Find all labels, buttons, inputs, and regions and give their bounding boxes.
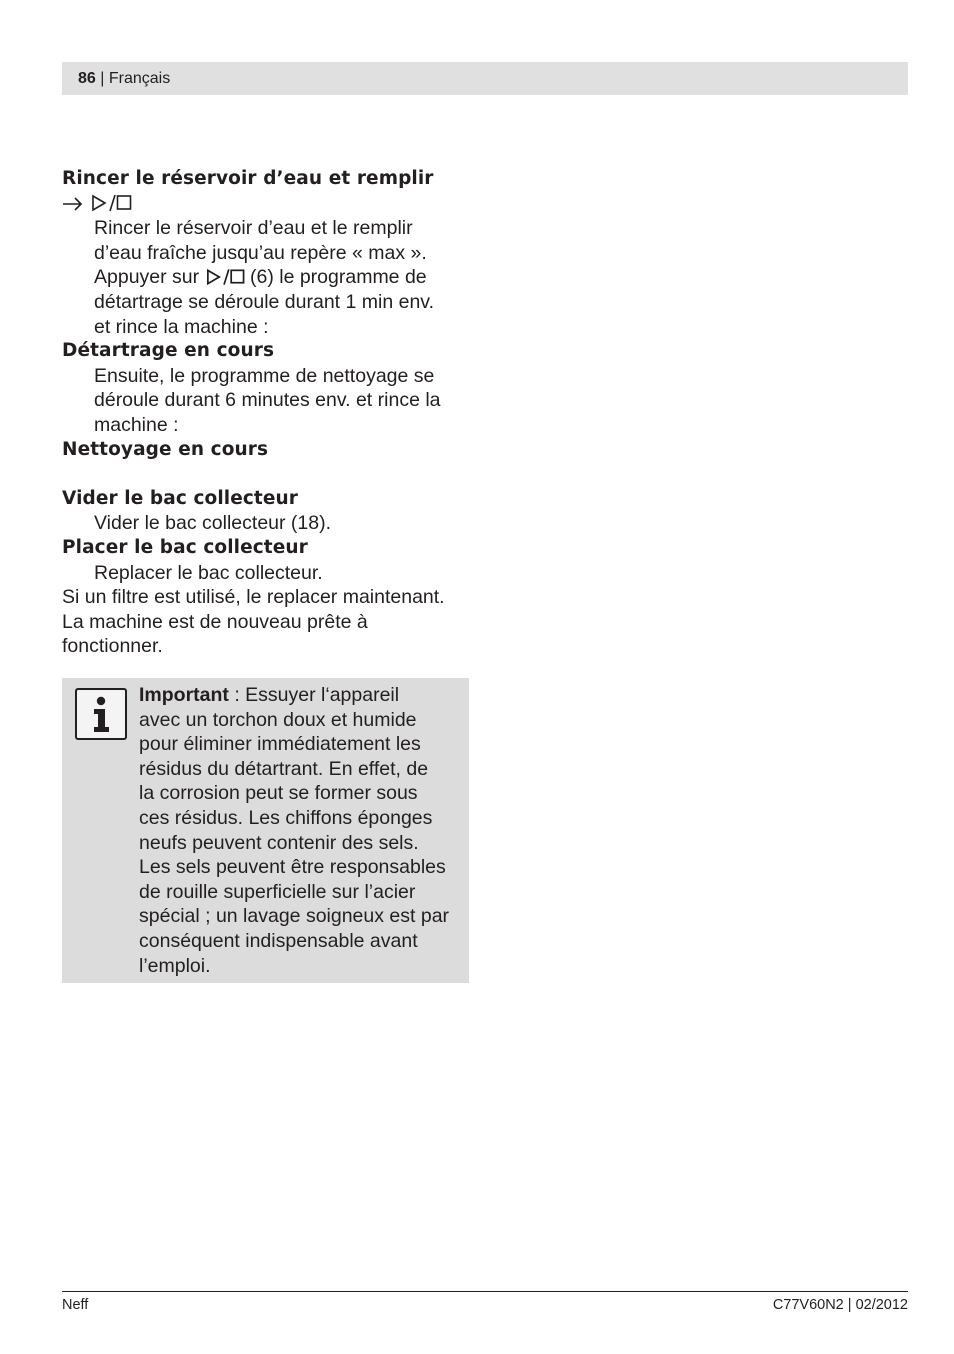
rinse-line-3: [62, 265, 472, 290]
note-line: pour éliminer immédiatement les: [139, 733, 421, 756]
header-language: Français: [108, 70, 171, 87]
note-line: résidus du détartrant. En effet, de: [139, 757, 429, 780]
empty-tray-line: Vider le bac collecteur (18).: [94, 512, 332, 535]
heading-place-tray: Placer le bac collecteur: [62, 536, 308, 558]
note-line: ces résidus. Les chiffons éponges: [139, 806, 433, 829]
arrow-right-icon: [62, 196, 84, 212]
rinse-line-2: d’eau fraîche jusqu’au repère « max ».: [94, 241, 427, 264]
spacer: [62, 462, 472, 487]
note-line: avec un torchon doux et humide: [139, 708, 417, 731]
final-line-1: Si un filtre est utilisé, le replacer maintenant.: [62, 586, 445, 609]
descaling-line-1: Ensuite, le programme de nettoyage se: [94, 364, 435, 387]
important-note-box: [62, 678, 469, 983]
rinse-line-5: et rince la machine :: [94, 315, 269, 338]
heading-descaling: Détartrage en cours: [62, 340, 275, 362]
footer-model-date: C77V60N2 | 02/2012: [772, 1297, 908, 1313]
note-text: [139, 683, 467, 978]
start-stop-icon: [90, 194, 132, 212]
place-tray-line: Replacer le bac collecteur.: [94, 561, 323, 584]
final-line-3: fonctionner.: [62, 635, 163, 658]
display-symbols-line: [62, 192, 472, 217]
footer-brand: Neff: [62, 1297, 89, 1313]
page-number: 86: [78, 70, 96, 87]
footer-divider: [62, 1291, 908, 1292]
rinse-press-rest: (6) le programme de: [249, 266, 427, 289]
info-icon: [75, 688, 127, 740]
descaling-line-3: machine :: [94, 413, 179, 436]
note-line: l’emploi.: [139, 954, 211, 977]
note-line-1-rest: : Essuyer l‘appareil: [228, 684, 400, 706]
heading-empty-tray: Vider le bac collecteur: [62, 487, 299, 509]
rinse-line-1: Rincer le réservoir d’eau et le remplir: [94, 217, 413, 240]
header-text: [78, 69, 170, 89]
note-line: la corrosion peut se former sous: [139, 782, 418, 805]
heading-rinse-tank: Rincer le réservoir d’eau et remplir: [62, 168, 434, 189]
note-line: de rouille superficielle sur l’acier: [139, 880, 416, 903]
descaling-line-2: déroule durant 6 minutes env. et rince la: [94, 389, 441, 412]
note-line: Les sels peuvent être responsables: [139, 856, 446, 879]
note-line: conséquent indispensable avant: [139, 929, 418, 952]
rinse-line-4: détartrage se déroule durant 1 min env.: [94, 290, 435, 313]
page-header: [62, 62, 908, 95]
rinse-press-text: Appuyer sur: [94, 266, 200, 289]
header-separator: |: [95, 70, 109, 87]
heading-cleaning: Nettoyage en cours: [62, 438, 269, 460]
main-column: [62, 167, 472, 659]
note-line: spécial ; un lavage soigneux est par: [139, 905, 450, 928]
final-line-2: La machine est de nouveau prête à: [62, 610, 368, 633]
note-line: neufs peuvent contenir des sels.: [139, 831, 419, 854]
start-stop-icon: [205, 268, 245, 286]
note-label: Important: [139, 684, 229, 706]
note-line-1: [139, 683, 467, 708]
